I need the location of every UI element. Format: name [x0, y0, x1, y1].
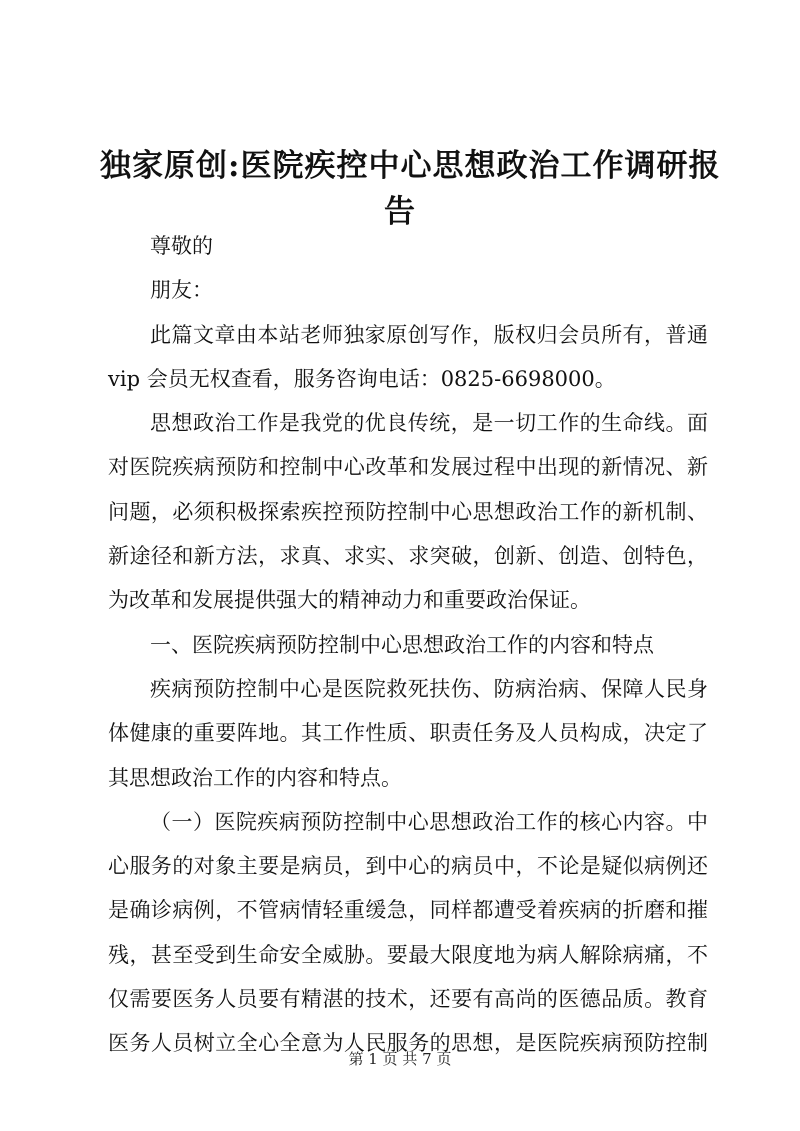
body-text-line: 疾病预防控制中心是医院救死扶伤、防病治病、保障人民身: [150, 676, 708, 701]
page-footer: 第 1 页 共 7 页: [348, 1050, 452, 1068]
body-text-line: vip 会员无权查看，服务咨询电话：0825-6698000。: [108, 366, 616, 391]
body-text-line: 心服务的对象主要是病员，到中心的病员中，不论是疑似病例还: [108, 854, 708, 879]
body-text-line: 朋友：: [150, 278, 213, 303]
body-text-line: 对医院疾病预防和控制中心改革和发展过程中出现的新情况、新: [108, 455, 708, 480]
title-line-2: 告: [384, 194, 416, 230]
body-text-line: 为改革和发展提供强大的精神动力和重要政治保证。: [108, 588, 591, 613]
body-text-line: 尊敬的: [150, 234, 213, 258]
body-text-line: 仅需要医务人员要有精湛的技术，还要有高尚的医德品质。教育: [108, 987, 708, 1012]
body-text-line: 体健康的重要阵地。其工作性质、职责任务及人员构成，决定了: [108, 721, 708, 746]
body-text-line: 新途径和新方法，求真、求实、求突破，创新、创造、创特色，: [108, 544, 708, 569]
title-line-1: 独家原创:医院疾控中心思想政治工作调研报: [100, 148, 721, 184]
body-text-line: 医务人员树立全心全意为人民服务的思想，是医院疾病预防控制: [108, 1031, 708, 1056]
body-text-line: 其思想政治工作的内容和特点。: [108, 765, 402, 790]
body-text-line: 残，甚至受到生命安全威胁。要最大限度地为病人解除病痛，不: [108, 942, 708, 967]
body-text-line: 思想政治工作是我党的优良传统，是一切工作的生命线。面: [150, 411, 708, 436]
body-text-line: 是确诊病例，不管病情轻重缓急，同样都遭受着疾病的折磨和摧: [108, 898, 708, 923]
body-text-line: 问题，必须积极探索疾控预防控制中心思想政治工作的新机制、: [108, 499, 708, 524]
body-text-line: （一）医院疾病预防控制中心思想政治工作的核心内容。中: [150, 809, 708, 834]
body-text-line: 此篇文章由本站老师独家原创写作，版权归会员所有，普通: [150, 322, 708, 347]
body-text-line: 一、医院疾病预防控制中心思想政治工作的内容和特点: [150, 632, 654, 657]
document-body: [108, 224, 708, 1066]
document-title: [100, 143, 721, 235]
